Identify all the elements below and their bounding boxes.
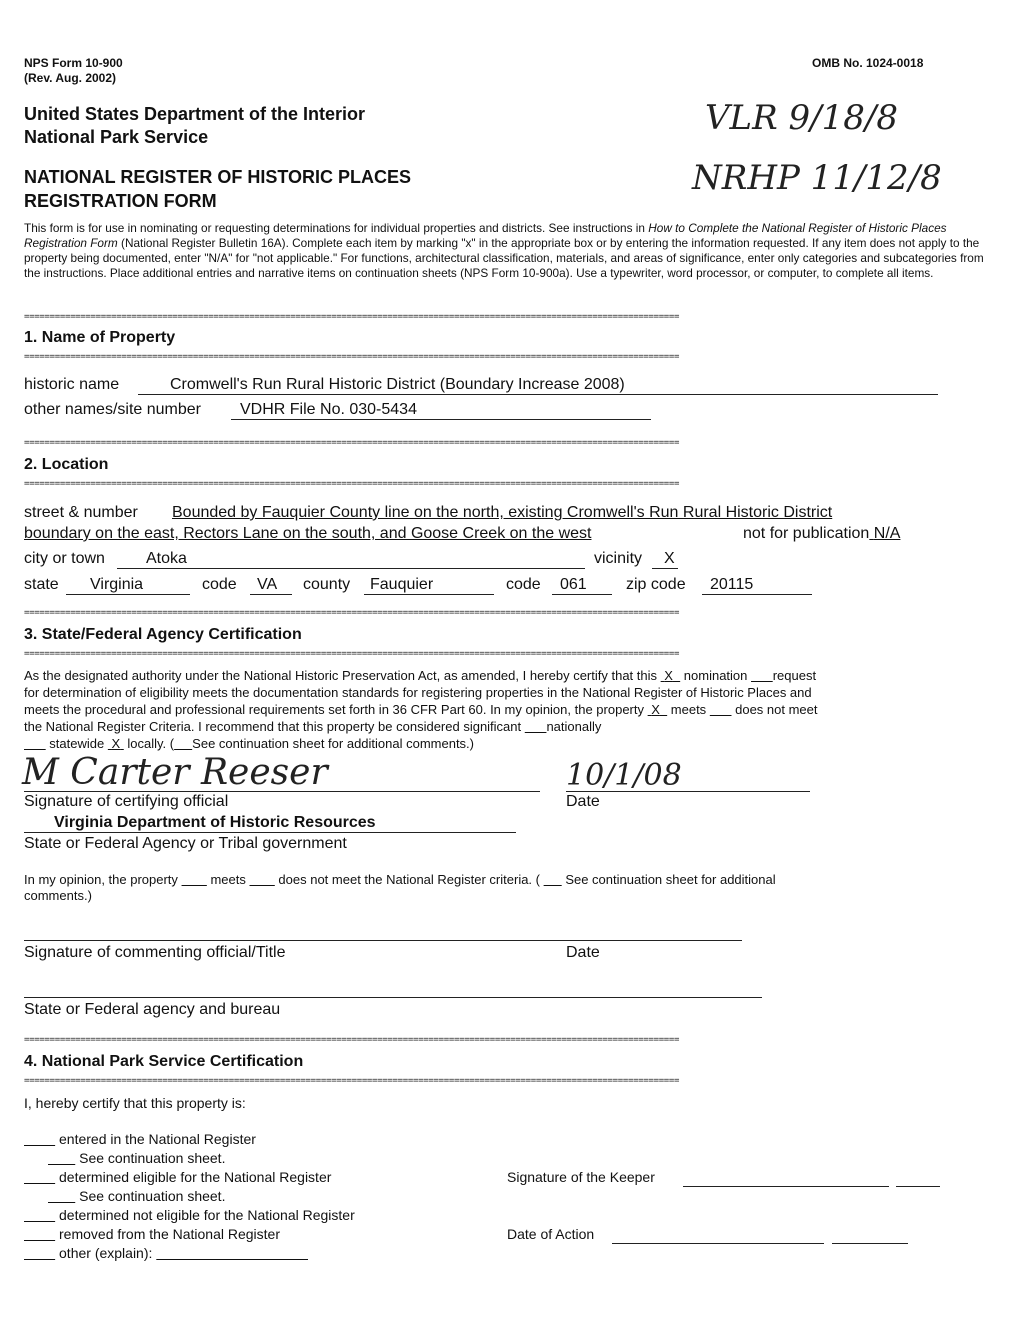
date-of-action-line-2[interactable] [832, 1243, 908, 1244]
county-code-label: code [506, 576, 541, 593]
vicinity-value[interactable]: X [664, 550, 675, 567]
county-underline [364, 594, 494, 595]
separator-line: ================================================================================================================================ [24, 609, 680, 618]
historic-name-label: historic name [24, 376, 120, 393]
state-code-value[interactable]: VA [257, 576, 278, 593]
certifying-date-handwritten: 10/1/08 [566, 758, 682, 793]
nomination-mark[interactable]: X [664, 668, 673, 683]
historic-name-underline [138, 394, 938, 395]
historic-name-value[interactable]: Cromwell's Run Rural Historic District (Boundary Increase 2008) [170, 376, 625, 393]
opinion-line-2: comments.) [24, 888, 92, 903]
street-value-line-2[interactable]: boundary on the east, Rectors Lane on the south, and Goose Creek on the west [24, 525, 592, 542]
county-code-value[interactable]: 061 [560, 576, 587, 593]
agency-label: State or Federal Agency or Tribal government [24, 835, 347, 852]
continuation-option-2[interactable]: See continuation sheet. [79, 1188, 226, 1204]
comment-signature-label: Signature of commenting official/Title [24, 944, 286, 961]
handwritten-nrhp-date: NRHP 11/12/8 [692, 158, 942, 198]
county-code-underline [552, 594, 612, 595]
date-of-action-line[interactable] [612, 1243, 824, 1244]
section-2-heading: 2. Location [24, 456, 109, 473]
county-value[interactable]: Fauquier [370, 576, 434, 593]
nps-intro: I, hereby certify that this property is: [24, 1095, 246, 1111]
comment-date-label: Date [566, 944, 600, 961]
separator-line: ================================================================================================================================ [24, 1077, 680, 1086]
handwritten-vlr-date: VLR 9/18/8 [705, 98, 898, 138]
keeper-label: Signature of the Keeper [507, 1169, 655, 1185]
agency-underline [24, 832, 516, 833]
form-revision: (Rev. Aug. 2002) [24, 71, 117, 85]
separator-line: ================================================================================================================================ [24, 313, 680, 322]
option-entered[interactable]: entered in the National Register [59, 1131, 256, 1147]
omb-number: OMB No. 1024-0018 [812, 56, 924, 70]
zip-value[interactable]: 20115 [710, 576, 754, 593]
other-names-label: other names/site number [24, 401, 201, 418]
date-line [566, 791, 810, 792]
option-eligible[interactable]: determined eligible for the National Register [59, 1169, 332, 1185]
keeper-line[interactable] [683, 1186, 889, 1187]
department-name: United States Department of the Interior [24, 104, 366, 124]
state-code-underline [250, 594, 292, 595]
vicinity-underline [652, 568, 678, 569]
state-code-label: code [202, 576, 237, 593]
opinion-line: In my opinion, the property meets does not meet the National Register criteria. ( See continuation sheet for additional [24, 872, 776, 887]
option-removed[interactable]: removed from the National Register [59, 1226, 281, 1242]
state-label: state [24, 576, 59, 593]
separator-line: ================================================================================================================================ [24, 353, 680, 362]
option-other[interactable]: other (explain): [59, 1245, 153, 1261]
section-1-heading: 1. Name of Property [24, 329, 176, 346]
signature-line [24, 791, 540, 792]
bureau-line [24, 997, 762, 998]
instructions-paragraph: This form is for use in nominating or requesting determinations for individual properties and districts. See instructions in How to Complete the National Register of Historic Places Registration Form (National Register Bulletin 16A). Complete each item by marking "x" in the appropriate box or by entering the information requested. If any item does not apply to the property being documented, enter "N/A" for "not applicable." For functions, architectural classification, materials, and areas of significance, enter only categories and subcategories from the instructions. Place additional entries and narrative items on continuation sheets (NPS Form 10-900a). Use a typewriter, word processor, or computer, to complete all items. [24, 221, 984, 280]
keeper-line-2[interactable] [896, 1186, 940, 1187]
cert-line-2: for determination of eligibility meets the documentation standards for registering properties in the National Register of Historic Places and [24, 685, 812, 700]
zip-underline [702, 594, 812, 595]
not-for-publication-value[interactable]: N/A [873, 525, 901, 542]
other-names-underline [231, 419, 651, 420]
street-label: street & number [24, 504, 138, 521]
cert-line-5: statewide X locally. ( See continuation sheet for additional comments.) [49, 736, 475, 751]
state-value[interactable]: Virginia [90, 576, 144, 593]
separator-line: ================================================================================================================================ [24, 650, 680, 659]
service-name: National Park Service [24, 127, 209, 147]
city-underline [117, 568, 585, 569]
vicinity-label: vicinity [594, 550, 643, 567]
state-underline [66, 594, 190, 595]
cert-line-4: the National Register Criteria. I recommend that this property be considered significant nationally [24, 719, 602, 734]
agency-value[interactable]: Virginia Department of Historic Resources [54, 814, 376, 831]
certifying-signature: M Carter Reeser [22, 752, 328, 793]
cert-line-3: meets the procedural and professional requirements set forth in 36 CFR Part 60. In my opinion, the property X meets does not meet [24, 702, 818, 717]
continuation-option-1[interactable]: See continuation sheet. [79, 1150, 226, 1166]
meets-mark[interactable]: X [651, 702, 660, 717]
zip-label: zip code [626, 576, 686, 593]
date-label: Date [566, 793, 600, 810]
form-title-1: NATIONAL REGISTER OF HISTORIC PLACES [24, 167, 412, 187]
separator-line: ================================================================================================================================ [24, 480, 680, 489]
cert-line-1: As the designated authority under the National Historic Preservation Act, as amended, I hereby certify that this X nomination request [24, 668, 817, 683]
city-value[interactable]: Atoka [146, 550, 187, 567]
other-names-value[interactable]: VDHR File No. 030-5434 [240, 401, 417, 418]
section-3-heading: 3. State/Federal Agency Certification [24, 626, 302, 643]
comment-signature-line [24, 940, 742, 941]
form-title-2: REGISTRATION FORM [24, 191, 217, 211]
section-4-heading: 4. National Park Service Certification [24, 1053, 304, 1070]
form-number: NPS Form 10-900 [24, 56, 123, 70]
separator-line: ================================================================================================================================ [24, 439, 680, 448]
bureau-label: State or Federal agency and bureau [24, 1001, 281, 1018]
not-for-publication: not for publication N/A [743, 525, 901, 542]
option-not-eligible[interactable]: determined not eligible for the National Register [59, 1207, 355, 1223]
date-of-action-label: Date of Action [507, 1226, 595, 1242]
county-label: county [303, 576, 351, 593]
street-value-line-1[interactable]: Bounded by Fauquier County line on the north, existing Cromwell's Run Rural Historic District [172, 504, 833, 521]
separator-line: ================================================================================================================================ [24, 1036, 680, 1045]
signature-label: Signature of certifying official [24, 793, 229, 810]
city-label: city or town [24, 550, 105, 567]
locally-mark[interactable]: X [111, 736, 121, 751]
